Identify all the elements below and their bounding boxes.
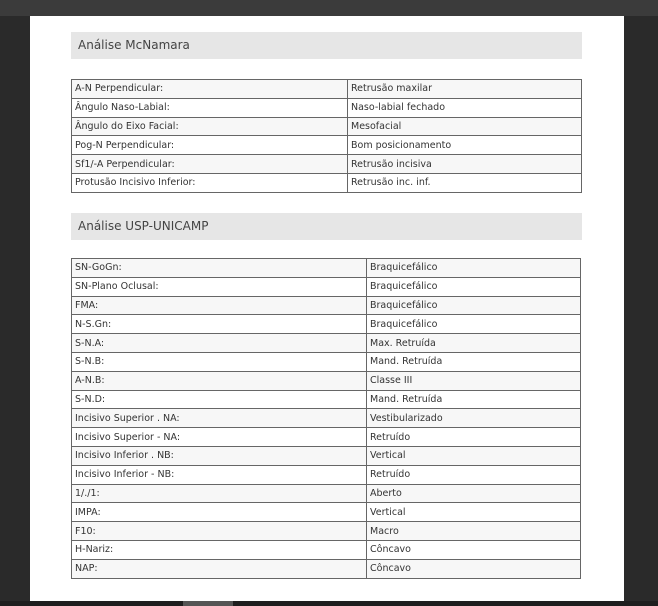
measure-label: S-N.D:: [72, 390, 367, 409]
viewer-toolbar: [0, 0, 658, 16]
measure-label: Ângulo do Eixo Facial:: [72, 117, 348, 136]
table-row: [72, 259, 581, 278]
table-row: [72, 446, 581, 465]
measure-label: Incisivo Superior . NA:: [72, 409, 367, 428]
mcnamara-table: [71, 79, 582, 193]
measure-result: Aberto: [367, 484, 581, 503]
table-row: [72, 296, 581, 315]
measure-result: Macro: [367, 522, 581, 541]
table-row: [72, 465, 581, 484]
measure-result: Retrusão inc. inf.: [348, 173, 582, 192]
measure-result: Vertical: [367, 446, 581, 465]
measure-label: H-Nariz:: [72, 540, 367, 559]
measure-result: Retrusão incisiva: [348, 155, 582, 174]
measure-result: Retruído: [367, 465, 581, 484]
measure-label: Pog-N Perpendicular:: [72, 136, 348, 155]
table-row: [72, 559, 581, 578]
measure-label: Protusão Incisivo Inferior:: [72, 173, 348, 192]
section-title-usp-unicamp: Análise USP-UNICAMP: [71, 213, 582, 240]
table-row: [72, 503, 581, 522]
table-row: [72, 155, 582, 174]
measure-label: S-N.B:: [72, 352, 367, 371]
measure-label: FMA:: [72, 296, 367, 315]
measure-label: IMPA:: [72, 503, 367, 522]
measure-result: Braquicefálico: [367, 315, 581, 334]
table-row: [72, 173, 582, 192]
measure-result: Braquicefálico: [367, 277, 581, 296]
measure-label: Incisivo Inferior - NB:: [72, 465, 367, 484]
table-row: [72, 136, 582, 155]
measure-result: Retruído: [367, 428, 581, 447]
table-row: [72, 277, 581, 296]
measure-label: N-S.Gn:: [72, 315, 367, 334]
table-row: [72, 334, 581, 353]
measure-result: Mand. Retruída: [367, 390, 581, 409]
measure-label: SN-Plano Oclusal:: [72, 277, 367, 296]
table-row: [72, 522, 581, 541]
measure-label: A-N.B:: [72, 371, 367, 390]
table-row: [72, 80, 582, 99]
table-row: [72, 371, 581, 390]
table-row: [72, 409, 581, 428]
scrollbar-thumb[interactable]: [183, 601, 233, 606]
usp-unicamp-table: [71, 258, 581, 579]
measure-result: Mand. Retruída: [367, 352, 581, 371]
table-row: [72, 352, 581, 371]
measure-label: 1/./1:: [72, 484, 367, 503]
measure-label: Incisivo Superior - NA:: [72, 428, 367, 447]
measure-result: Côncavo: [367, 559, 581, 578]
measure-label: S-N.A:: [72, 334, 367, 353]
table-row: [72, 540, 581, 559]
measure-result: Mesofacial: [348, 117, 582, 136]
measure-label: SN-GoGn:: [72, 259, 367, 278]
measure-result: Max. Retruída: [367, 334, 581, 353]
measure-result: Naso-labial fechado: [348, 98, 582, 117]
measure-label: Sf1/-A Perpendicular:: [72, 155, 348, 174]
measure-result: Vestibularizado: [367, 409, 581, 428]
table-row: [72, 117, 582, 136]
measure-result: Classe III: [367, 371, 581, 390]
measure-result: Vertical: [367, 503, 581, 522]
measure-result: Braquicefálico: [367, 296, 581, 315]
measure-result: Braquicefálico: [367, 259, 581, 278]
table-row: [72, 428, 581, 447]
document-page: [30, 16, 624, 601]
table-row: [72, 484, 581, 503]
section-title-mcnamara: Análise McNamara: [71, 32, 582, 59]
table-row: [72, 390, 581, 409]
measure-result: Retrusão maxilar: [348, 80, 582, 99]
measure-result: Côncavo: [367, 540, 581, 559]
measure-result: Bom posicionamento: [348, 136, 582, 155]
measure-label: F10:: [72, 522, 367, 541]
measure-label: A-N Perpendicular:: [72, 80, 348, 99]
measure-label: Incisivo Inferior . NB:: [72, 446, 367, 465]
table-row: [72, 315, 581, 334]
horizontal-scrollbar[interactable]: [0, 601, 658, 606]
measure-label: Ângulo Naso-Labial:: [72, 98, 348, 117]
table-row: [72, 98, 582, 117]
measure-label: NAP:: [72, 559, 367, 578]
